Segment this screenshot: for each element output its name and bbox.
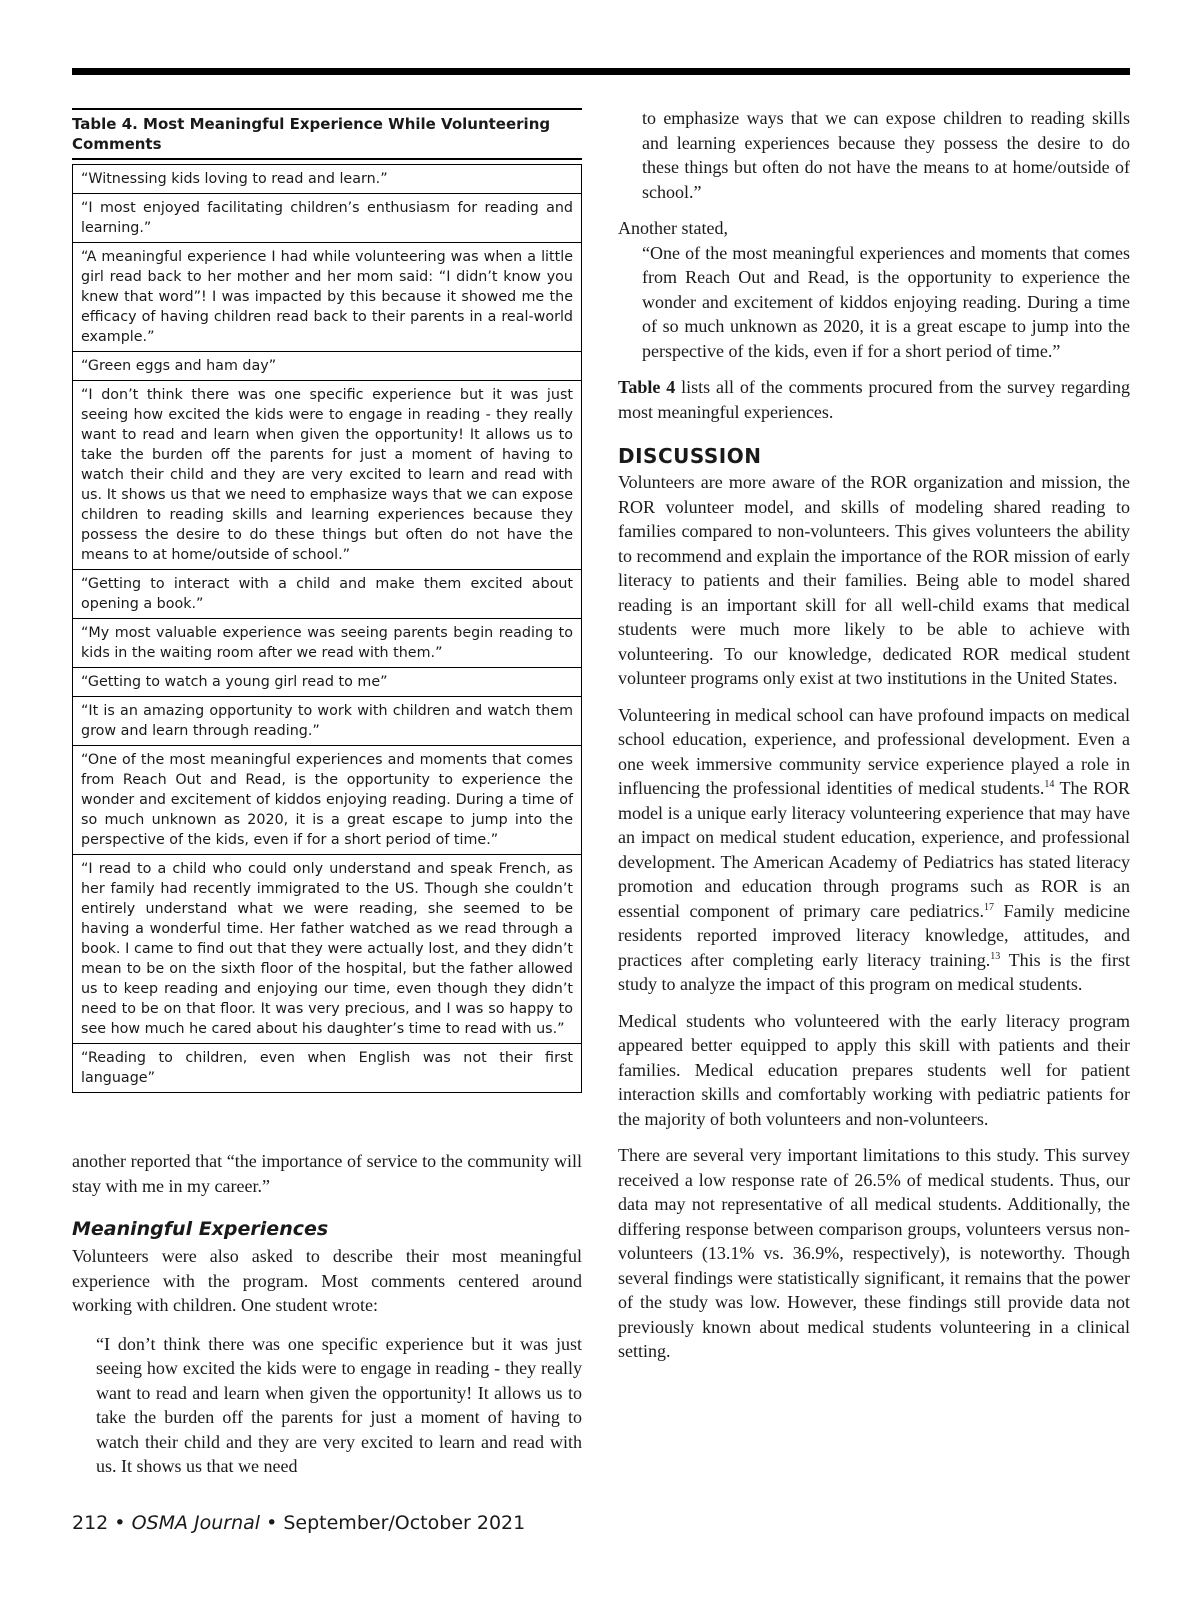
page-footer — [72, 1512, 525, 1534]
student-quote: “I don’t think there was one specific experience but it was just seeing how excited the kids were to engage in reading - they really want to read and learn when given the opportunity! It allows us to take the burden off the parents for just a moment of having to watch their child and they are very excited to learn and read with us. It shows us that we need — [96, 1333, 582, 1476]
citation-14: 14 — [1044, 779, 1055, 790]
disc2-part-b: The ROR model is a unique early literacy volunteering experience that may have an impact on medical student education, experience, and professional development. The American Academy of Pediatrics has stated literacy promotion and education through programs such as ROR is an essential component of primary care pediatrics. — [618, 778, 1130, 921]
discussion-heading: DISCUSSION — [618, 444, 762, 468]
table-row: “I most enjoyed facilitating children’s enthusiasm for reading and learning.” — [73, 193, 581, 242]
page-number: 212 — [72, 1512, 109, 1534]
table-row: “One of the most meaningful experiences and moments that comes from Reach Out and Read, is the opportunity to experience the wonder and excitement of kiddos enjoying reading. During a time of so much unknown as 2020, it is a great escape to jump into the perspective of the kids, even if for a short period of time.” — [73, 745, 581, 854]
footer-separator: • — [260, 1512, 284, 1534]
table-title: Table 4. Most Meaningful Experience While Volunteering Comments — [72, 108, 582, 160]
table-row: “My most valuable experience was seeing parents begin reading to kids in the waiting room after we read with them.” — [73, 618, 581, 667]
table-reference-text: lists all of the comments procured from the survey regarding most meaningful experiences. — [618, 377, 1130, 422]
table-row: “A meaningful experience I had while volunteering was when a little girl read back to her mother and her mom said: “I didn’t know you knew that word”! I was impacted by this because it showed me the efficacy of having children read back to their parents in a real-world example.” — [73, 242, 581, 351]
table-reference-link: Table 4 — [618, 377, 676, 397]
second-quote: “One of the most meaningful experiences and moments that comes from Reach Out and Read, is the opportunity to experience the wonder and excitement of kiddos enjoying reading. During a time of so much unknown as 2020, it is a great escape to jump into the perspective of the kids, even if for a short period of time.” — [642, 242, 1130, 361]
disc2-part-c: Family medicine residents reported improved literacy knowledge, attitudes, and practices after completing early literacy training. — [618, 900, 1130, 970]
right-column — [618, 106, 1130, 1364]
student-quote-continued: to emphasize ways that we can expose children to reading skills and learning experiences because they possess the desire to do these things but often do not have the means to at home/outside of school.” — [642, 108, 1130, 202]
another-stated: Another stated, — [618, 218, 728, 238]
table-row: “Getting to watch a young girl read to me” — [73, 667, 581, 696]
table-row: “Getting to interact with a child and make them excited about opening a book.” — [73, 569, 581, 618]
discussion-paragraph-2 — [618, 703, 1130, 997]
citation-17: 17 — [983, 901, 994, 913]
issue-date: September/October 2021 — [283, 1512, 526, 1534]
table-row: “Green eggs and ham day” — [73, 351, 581, 380]
discussion-paragraph-1: Volunteers are more aware of the ROR organization and mission, the ROR volunteer model, and skills of modeling shared reading to families compared to non-volunteers. This gives volunteers the ability to recommend and explain the importance of the ROR mission of early literacy to patients and their families. Being able to model shared reading is an important skill for all well-child exams that medical students were much more likely to be able to achieve with volunteering. To our knowledge, dedicated ROR medical student volunteer programs only exist at two institutions in the United States. — [618, 472, 1130, 688]
table-row: “I read to a child who could only understand and speak French, as her family had recently immigrated to the US. Though she couldn’t entirely understand what we were reading, she seemed to be having a wonderful time. Her father watched as we read through a book. I came to find out that they were actually lost, and they didn’t mean to be on the sixth floor of the hospital, but the father allowed us to keep reading and enjoying our time, even though they didn’t need to be on that floor. It was very precious, and I was so happy to see how much he cared about his daughter’s time to read with us.” — [73, 854, 581, 1043]
comments-table — [72, 164, 582, 1093]
discussion-paragraph-4: There are several very important limitations to this study. This survey received a low response rate of 26.5% of medical students. Thus, our data may not representative of all medical students. Additionally, the differing response between comparison groups, volunteers versus non-volunteers (13.1% vs. 36.9%, respectively), is noteworthy. Though several findings were statistically significant, it remains that the power of the study was low. However, these findings still provide data not previously known about medical students volunteering in a clinical setting. — [618, 1145, 1130, 1361]
journal-name: OSMA Journal — [131, 1512, 261, 1534]
left-column — [72, 108, 582, 1479]
table-row: “I don’t think there was one specific experience but it was just seeing how excited the kids were to engage in reading - they really want to read and learn when given the opportunity! It allows us to take the burden off the parents for just a moment of having to watch their child and they are very excited to learn and read with us. It shows us that we need to emphasize ways that we can expose children to reading skills and learning experiences because they possess the desire to do these things but often do not have the means to at home/outside of school.” — [73, 380, 581, 569]
disc2-part-a: Volunteering in medical school can have profound impacts on medical school education, experience, and professional development. Even a one week immersive community service experience played a role in influencing the professional identities of medical students. — [618, 704, 1130, 798]
table-row: “Witnessing kids loving to read and learn.” — [81, 171, 388, 187]
meaningful-experiences-heading: Meaningful Experiences — [72, 1218, 329, 1240]
citation-13: 13 — [990, 950, 1001, 962]
discussion-paragraph-3: Medical students who volunteered with the early literacy program appeared better equipped to apply this skill with patients and their families. Medical education prepares students well for patient interaction skills and comfortably working with pediatric patients for the majority of both volunteers and non-volunteers. — [618, 1010, 1130, 1129]
meaningful-paragraph: Volunteers were also asked to describe their most meaningful experience with the program. Most comments centered around working with children. One student wrote: — [72, 1246, 582, 1315]
footer-separator: • — [108, 1512, 132, 1534]
table-row: “Reading to children, even when English was not their first language” — [73, 1043, 581, 1092]
service-paragraph: another reported that “the importance of service to the community will stay with me in my career.” — [72, 1151, 582, 1196]
table-reference-paragraph — [618, 375, 1130, 424]
top-rule — [72, 68, 1130, 75]
disc2-part-d: This is the first study to analyze the impact of this program on medical students. — [618, 949, 1130, 994]
table-row: “It is an amazing opportunity to work with children and watch them grow and learn through reading.” — [73, 696, 581, 745]
